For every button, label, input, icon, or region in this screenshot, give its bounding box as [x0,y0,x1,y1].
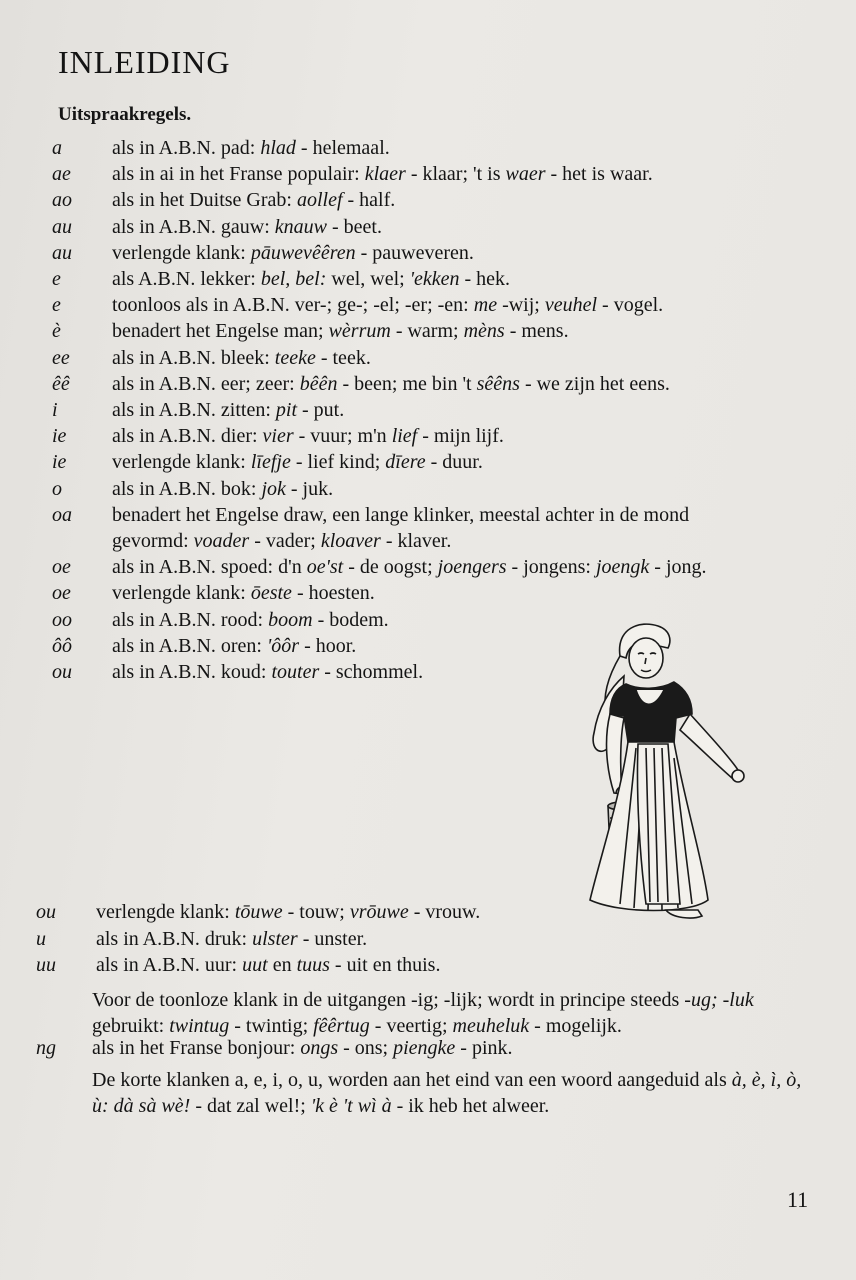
rule-description: benadert het Engelse draw, een lange klinker, meestal achter in de mond [112,503,690,526]
rule-letter: ae [52,163,71,186]
rule-letter: ng [36,1037,56,1059]
rule-letter: e [52,294,61,317]
rule-description: als in het Duitse Grab: aollef - half. [112,189,396,212]
example-word: à, è, ì, ò, ù: dà sà wè! [92,1069,802,1117]
example-word: tuus [296,954,330,976]
rule-description: als in A.B.N. rood: boom - bodem. [112,608,389,631]
example-word: teeke [274,346,316,369]
rule-letter: êê [52,372,70,395]
rule-letter: è [52,320,61,343]
section-heading: Uitspraakregels. [58,104,192,125]
example-word: jok [261,477,286,500]
example-word: ulster [252,927,298,950]
rule-letter: e [52,268,61,290]
page-number: 11 [787,1187,809,1212]
woman-illustration [580,618,750,928]
rule-description: als in A.B.N. dier: vier - vuur; m'n lief - mijn lijf. [112,425,504,448]
rule-description: als A.B.N. lekker: bel, bel: wel, wel; 'ekken - hek. [112,268,511,290]
rule-letter: u [36,927,46,950]
rule-letter: oe [52,582,71,605]
example-word: knauw [274,215,327,238]
rule-letter: ôô [52,634,72,657]
example-word: twintug [169,1015,230,1037]
rule-description: als in A.B.N. zitten: pit - put. [112,399,345,421]
paragraph-korte-klanken: De korte klanken a, e, i, o, u, worden aan het eind van een woord aangeduid als à, è, ì, ò, ù: dà sà wè! - dat zal wel!; 'k è 't wì à - ik heb het alweer. [92,1069,802,1117]
rule-letter: oe [52,556,71,579]
example-word: ongs [300,1037,339,1059]
rule-description: als in A.B.N. koud: touter - schommel. [112,661,424,683]
rule-letter: ou [52,661,72,683]
example-word: bêên [299,372,338,395]
rule-letter: au [52,215,72,238]
rule-description: gevormd: voader - vader; kloaver - klaver. [112,530,452,552]
example-word: joengk [595,556,650,579]
example-word: klaer [364,163,406,186]
example-word: pit [275,399,298,421]
rule-description: als in A.B.N. uur: uut en tuus - uit en thuis. [96,954,441,976]
example-word: -ug; -luk [684,989,754,1011]
paragraph-toonloos: Voor de toonloze klank in de uitgangen -ig; -lijk; wordt in principe steeds -ug; -luk gebruikt: twintug - twintig; fêêrtug - veertig; meuheluk - mogelijk. [92,989,754,1037]
rule-letter: ie [52,425,67,448]
example-word: aollef [296,189,343,212]
example-word: vrōuwe [349,901,409,923]
example-word: līefje [250,451,291,474]
example-word: uut [242,954,268,976]
example-word: veuhel [544,294,598,317]
example-word: oe'st [306,556,344,579]
rule-letter: au [52,241,72,264]
example-word: 'ekken [409,268,460,290]
rule-description: als in het Franse bonjour: ongs - ons; piengke - pink. [92,1037,513,1059]
example-word: sêêns [476,372,520,395]
rule-letter: i [52,399,58,421]
example-word: hlad [260,137,296,159]
rule-description: als in ai in het Franse populair: klaer - klaar; 't is waer - het is waar. [112,163,653,186]
example-word: bel, bel: [260,268,327,290]
rule-description: als in A.B.N. pad: hlad - helemaal. [112,137,390,159]
example-word: joengers [437,556,507,579]
example-word: 'ôôr [267,634,300,657]
rule-description: als in A.B.N. spoed: d'n oe'st - de oogst; joengers - jongens: joengk - jong. [112,556,707,579]
rule-letter: oa [52,503,72,526]
example-word: 'k è 't wì à [310,1095,392,1117]
rule-description: verlengde klank: ōeste - hoesten. [112,582,375,605]
example-word: pāuwevêêren [250,241,356,264]
rule-letter: ou [36,901,56,923]
rule-description: als in A.B.N. bok: jok - juk. [112,477,334,500]
example-word: tōuwe [234,901,283,923]
example-word: vier [262,425,294,448]
example-word: dīere [385,451,426,474]
rule-letter: ee [52,346,70,369]
rule-description: toonloos als in A.B.N. ver-; ge-; -el; -er; -en: me -wij; veuhel - vogel. [112,294,664,317]
rule-description: verlengde klank: pāuwevêêren - pauweveren. [112,241,474,264]
example-word: touter [271,661,320,683]
example-word: wèrrum [328,320,391,343]
example-word: kloaver [320,530,381,552]
example-word: meuheluk [452,1015,530,1037]
rule-description: verlengde klank: tōuwe - touw; vrōuwe - vrouw. [96,901,481,923]
example-word: piengke [393,1037,456,1059]
rule-description: als in A.B.N. druk: ulster - unster. [96,927,368,950]
example-word: boom [268,608,313,631]
example-word: me [473,294,498,317]
rule-letter: o [52,477,62,500]
rule-letter: uu [36,954,56,976]
rule-letter: oo [52,608,72,631]
rule-description: als in A.B.N. oren: 'ôôr - hoor. [112,634,357,657]
rule-letter: a [52,137,62,159]
page-title: INLEIDING [58,44,231,80]
rule-letter: ao [52,189,72,212]
rule-letter: ie [52,451,67,474]
rule-description: als in A.B.N. gauw: knauw - beet. [112,215,382,238]
example-word: mèns [463,320,505,343]
example-word: fêêrtug [313,1015,370,1037]
example-word: lief [391,425,418,448]
rule-description: als in A.B.N. eer; zeer: bêên - been; me bin 't sêêns - we zijn het eens. [112,372,670,395]
example-word: voader [193,530,250,552]
rule-description: benadert het Engelse man; wèrrum - warm; mèns - mens. [112,320,569,343]
rule-description: verlengde klank: līefje - lief kind; dīere - duur. [112,451,483,474]
example-word: waer [505,163,546,186]
example-word: ōeste [250,582,292,605]
rule-description: als in A.B.N. bleek: teeke - teek. [112,346,371,369]
